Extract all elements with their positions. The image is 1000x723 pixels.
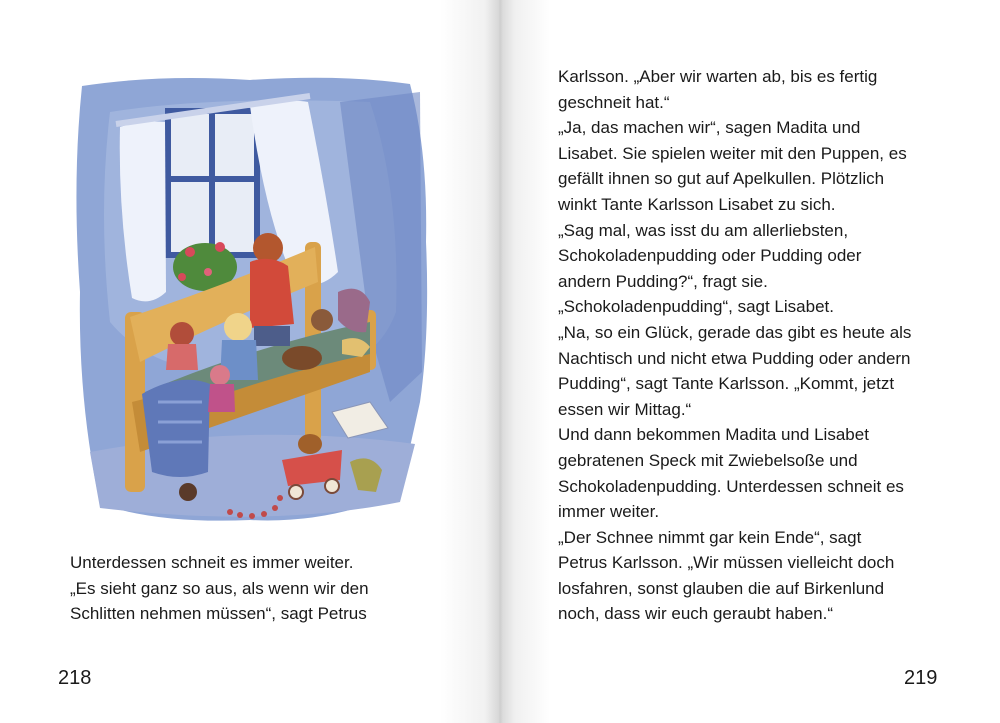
illustration-children-playing-with-dolls (70, 72, 432, 527)
left-page-text (70, 550, 470, 627)
text-line: Schokoladenpudding. Unterdessen schneit es (558, 476, 904, 496)
text-line: andern Pudding?“, fragt sie. (558, 271, 768, 291)
text-line: Nachtisch und nicht etwa Pudding oder andern (558, 348, 911, 368)
text-line: Schokoladenpudding oder Pudding oder (558, 246, 862, 266)
text-line: essen wir Mittag.“ (558, 399, 692, 419)
text-line: Petrus Karlsson. „Wir müssen vielleicht doch (558, 553, 895, 573)
text-line: Und dann bekommen Madita und Lisabet (558, 425, 869, 445)
text-line: geschneit hat.“ (558, 92, 670, 112)
book-gutter-shadow (485, 0, 515, 723)
text-line: „Schokoladenpudding“, sagt Lisabet. (558, 297, 834, 317)
text-line: „Na, so ein Glück, gerade das gibt es heute als (558, 322, 912, 342)
text-line: Pudding“, sagt Tante Karlsson. „Kommt, jetzt (558, 374, 895, 394)
text-line: „Es sieht ganz so aus, als wenn wir den (70, 578, 369, 598)
text-line: „Ja, das machen wir“, sagen Madita und (558, 118, 861, 138)
right-page (500, 0, 1000, 723)
text-line: gefällt ihnen so gut auf Apelkullen. Plötzlich (558, 169, 885, 189)
text-line: Karlsson. „Aber wir warten ab, bis es fertig (558, 67, 878, 86)
text-line: losfahren, sonst glauben die auf Birkenlund (558, 578, 885, 598)
text-line: noch, dass wir euch geraubt haben.“ (558, 604, 834, 624)
text-line: „Sag mal, was isst du am allerliebsten, (558, 220, 849, 240)
right-page-text (558, 64, 968, 627)
text-line: gebratenen Speck mit Zwiebelsoße und (558, 450, 858, 470)
text-line: „Der Schnee nimmt gar kein Ende“, sagt (558, 527, 862, 547)
text-line: winkt Tante Karlsson Lisabet zu sich. (558, 194, 836, 214)
page-number-right: 219 (904, 667, 938, 689)
text-line: Lisabet. Sie spielen weiter mit den Puppen, es (558, 143, 907, 163)
text-line: Schlitten nehmen müssen“, sagt Petrus (70, 604, 367, 624)
text-line: immer weiter. (558, 502, 660, 522)
text-line: Unterdessen schneit es immer weiter. (70, 553, 354, 572)
page-number-left: 218 (58, 667, 92, 689)
